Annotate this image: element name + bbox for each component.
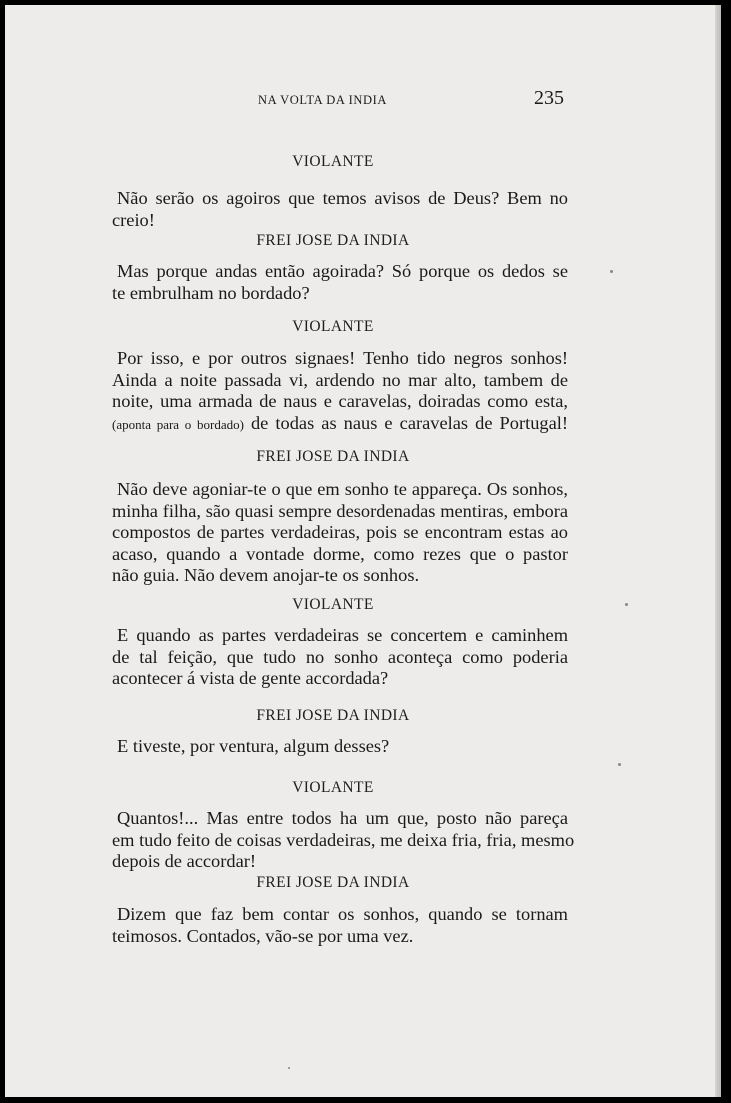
speaker-name: FREI JOSE DA INDIA <box>256 874 410 891</box>
speech-block <box>112 736 568 758</box>
speaker-name: FREI JOSE DA INDIA <box>256 448 410 465</box>
speaker-name: FREI JOSE DA INDIA <box>256 707 410 724</box>
speech-line: Mas porque andas então agoirada? Só porque os dedos se <box>117 261 568 281</box>
speech-block <box>112 261 568 304</box>
speech-line: acaso, quando a vontade dorme, como rezes que o pastor <box>112 543 568 564</box>
speech-block <box>112 479 568 587</box>
speech-line: Por isso, e por outros signaes! Tenho tido negros sonhos! <box>117 348 568 368</box>
speech-line: Ainda a noite passada vi, ardendo no mar alto, tambem de <box>112 369 568 390</box>
speaker-name: VIOLANTE <box>292 318 374 335</box>
speaker-name: VIOLANTE <box>292 153 374 170</box>
book-page <box>5 5 721 1097</box>
speech-line: teimosos. Contados, vão-se por uma vez. <box>112 925 414 946</box>
speech-block <box>112 808 575 873</box>
speech-line: depois de accordar! <box>112 851 256 872</box>
speech-line <box>112 413 568 436</box>
speech-line: compostos de partes verdadeiras, pois se encontram estas ao <box>112 522 568 543</box>
speech-line: te embrulham no bordado? <box>112 282 310 303</box>
speech-line: acontecer á vista de gente accordada? <box>112 668 389 689</box>
page-number: 235 <box>534 87 564 109</box>
speech-line: E quando as partes verdadeiras se concertem e caminhem <box>117 625 568 645</box>
paper-speck <box>288 1067 290 1069</box>
paper-speck <box>618 763 621 766</box>
speech-block <box>112 188 568 231</box>
speech-line: minha filha, são quasi sempre desordenadas mentiras, embora <box>112 500 568 521</box>
speech-line: E tiveste, por ventura, algum desses? <box>117 736 390 756</box>
speech-block <box>112 348 568 435</box>
speech-line: não guia. Não devem anojar-te os sonhos. <box>112 565 420 586</box>
speech-line: em tudo feito de coisas verdadeiras, me deixa fria, fria, mesmo <box>112 829 575 850</box>
speech-line-end: de todas as naus e caravelas de Portugal! <box>250 412 568 433</box>
speaker-name: FREI JOSE DA INDIA <box>256 232 410 249</box>
speech-line: Não serão os agoiros que temos avisos de Deus? Bem no <box>117 188 568 208</box>
speech-block <box>112 625 568 690</box>
speaker-name: VIOLANTE <box>292 779 374 796</box>
paper-speck <box>625 603 628 606</box>
speech-line: Não deve agoniar-te o que em sonho te appareça. Os sonhos, <box>117 479 568 499</box>
paper-speck <box>610 270 613 273</box>
speech-block <box>112 904 568 947</box>
running-title: NA VOLTA DA INDIA <box>258 93 387 107</box>
speaker-name: VIOLANTE <box>292 596 374 613</box>
speech-line: Quantos!... Mas entre todos ha um que, posto não pareça <box>117 808 568 828</box>
speech-line: creio! <box>112 209 155 230</box>
stage-direction: (aponta para o bordado) <box>112 416 244 432</box>
speech-line: Dizem que faz bem contar os sonhos, quando se tornam <box>117 904 568 924</box>
speech-line: de tal feição, que tudo no sonho aconteça como poderia <box>112 646 568 667</box>
scan-edge-shadow <box>715 5 721 1097</box>
speech-line: noite, uma armada de naus e caravelas, doiradas como esta, <box>112 391 568 412</box>
